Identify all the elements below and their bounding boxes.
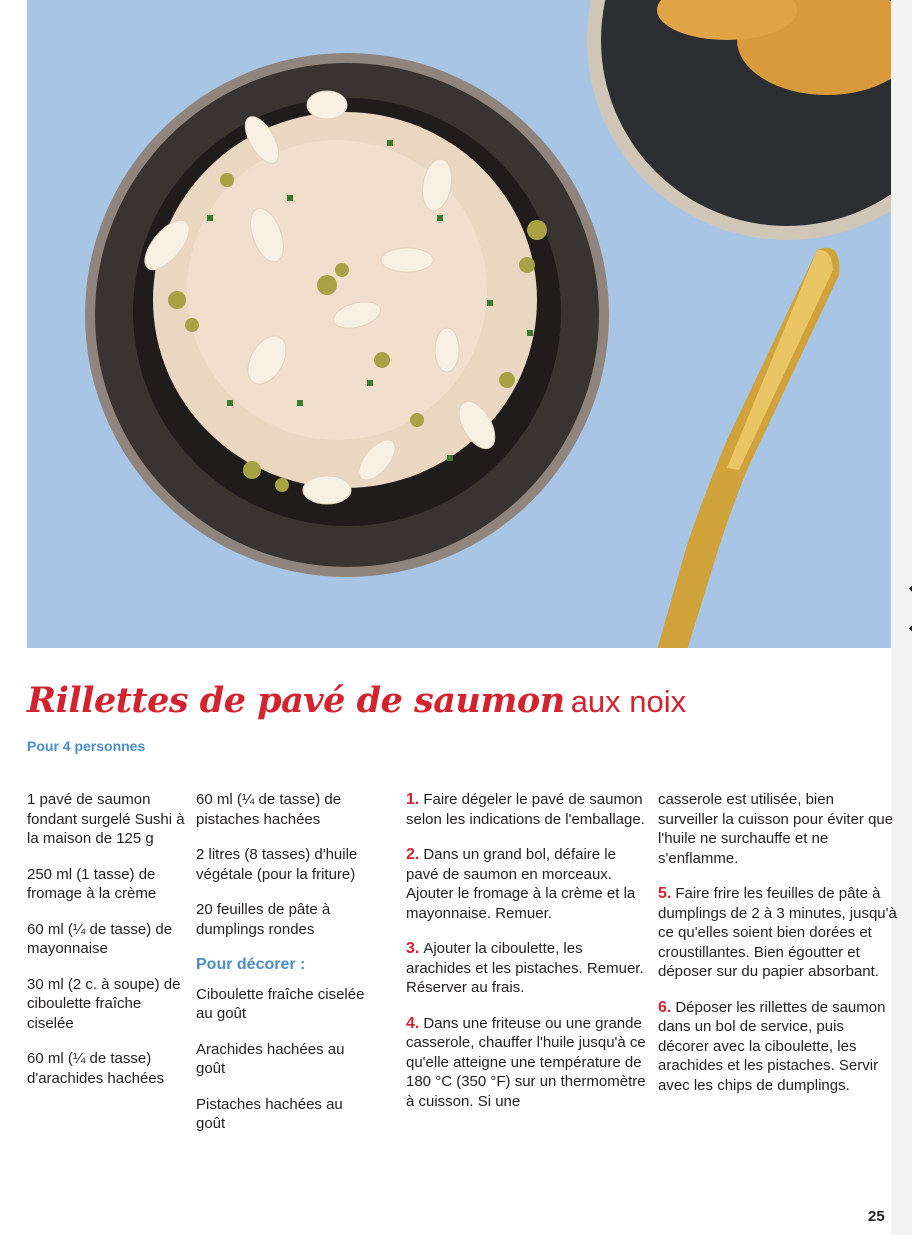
step-text: Dans un grand bol, défaire le pavé de saumon en morceaux. Ajouter le fromage à la crème et la mayonnaise. Remuer. bbox=[406, 846, 636, 922]
ingredients-column-1 bbox=[27, 790, 187, 1104]
step-continued: casserole est utilisée, bien surveiller la cuisson pour éviter que l'huile ne surchauffe et ne s'enflamme. bbox=[658, 791, 894, 867]
step-number: 3. bbox=[406, 940, 420, 957]
step-item bbox=[406, 939, 646, 998]
recipe-title-main: Rillettes de pavé de saumon bbox=[27, 680, 565, 721]
decor-item: Arachides hachées au goût bbox=[196, 1040, 345, 1077]
step-text: Déposer les rillettes de saumon dans un bol de service, puis décorer avec la ciboulette, les arachides et les pistaches. Servir avec les chips de dumplings. bbox=[658, 998, 886, 1094]
ingredient-item: 30 ml (2 c. à soupe) de ciboulette fraîche ciselée bbox=[27, 975, 181, 1032]
step-number: 1. bbox=[406, 791, 420, 808]
ingredient-item: 60 ml (¼ de tasse) de pistaches hachées bbox=[196, 791, 342, 828]
step-text: Ajouter la ciboulette, les arachides et les pistaches. Remuer. Réserver au frais. bbox=[406, 940, 644, 996]
ingredient-item: 60 ml (¼ de tasse) de mayonnaise bbox=[27, 920, 173, 957]
step-number: 5. bbox=[658, 885, 672, 902]
step-item bbox=[406, 790, 646, 829]
step-number: 4. bbox=[406, 1014, 420, 1032]
step-text: Faire frire les feuilles de pâte à dumplings de 2 à 3 minutes, jusqu'à ce qu'elles soient bien dorées et croustillantes. Bien égoutter et déposer sur du papier absorbant. bbox=[658, 885, 897, 980]
decor-item: Ciboulette fraîche ciselée au goût bbox=[196, 985, 365, 1022]
decor-heading: Pour décorer : bbox=[196, 956, 306, 973]
step-number: 6. bbox=[658, 998, 672, 1016]
ingredient-item: 20 feuilles de pâte à dumplings rondes bbox=[196, 901, 331, 938]
recipe-photo bbox=[27, 0, 891, 648]
page-number: 25 bbox=[868, 1208, 885, 1225]
servings-label: Pour 4 personnes bbox=[27, 738, 146, 754]
recipe-title bbox=[27, 680, 686, 721]
recipe-title-sub: aux noix bbox=[570, 684, 687, 719]
ingredients-column-2 bbox=[196, 790, 366, 1150]
step-text: Faire dégeler le pavé de saumon selon les indications de l'emballage. bbox=[406, 791, 645, 828]
step-text: Dans une friteuse ou une grande casserole, chauffer l'huile jusqu'à ce qu'elle atteigne une température de 180 °C (350 °F) sur un thermomètre à cuisson. Si une bbox=[406, 1014, 646, 1110]
ingredient-item: 1 pavé de saumon fondant surgelé Sushi à la maison de 125 g bbox=[27, 791, 185, 847]
step-item bbox=[406, 845, 646, 923]
step-number: 2. bbox=[406, 846, 420, 863]
steps-column-2 bbox=[658, 790, 898, 1111]
steps-column-1 bbox=[406, 790, 646, 1127]
decor-item: Pistaches hachées au goût bbox=[196, 1095, 343, 1132]
step-item bbox=[406, 1014, 646, 1112]
ingredient-item: 60 ml (¼ de tasse) d'arachides hachées bbox=[27, 1050, 165, 1087]
ingredient-item: 250 ml (1 tasse) de fromage à la crème bbox=[27, 865, 157, 902]
step-item bbox=[658, 998, 898, 1096]
step-item bbox=[658, 884, 898, 982]
ingredient-item: 2 litres (8 tasses) d'huile végétale (pour la friture) bbox=[196, 846, 358, 883]
